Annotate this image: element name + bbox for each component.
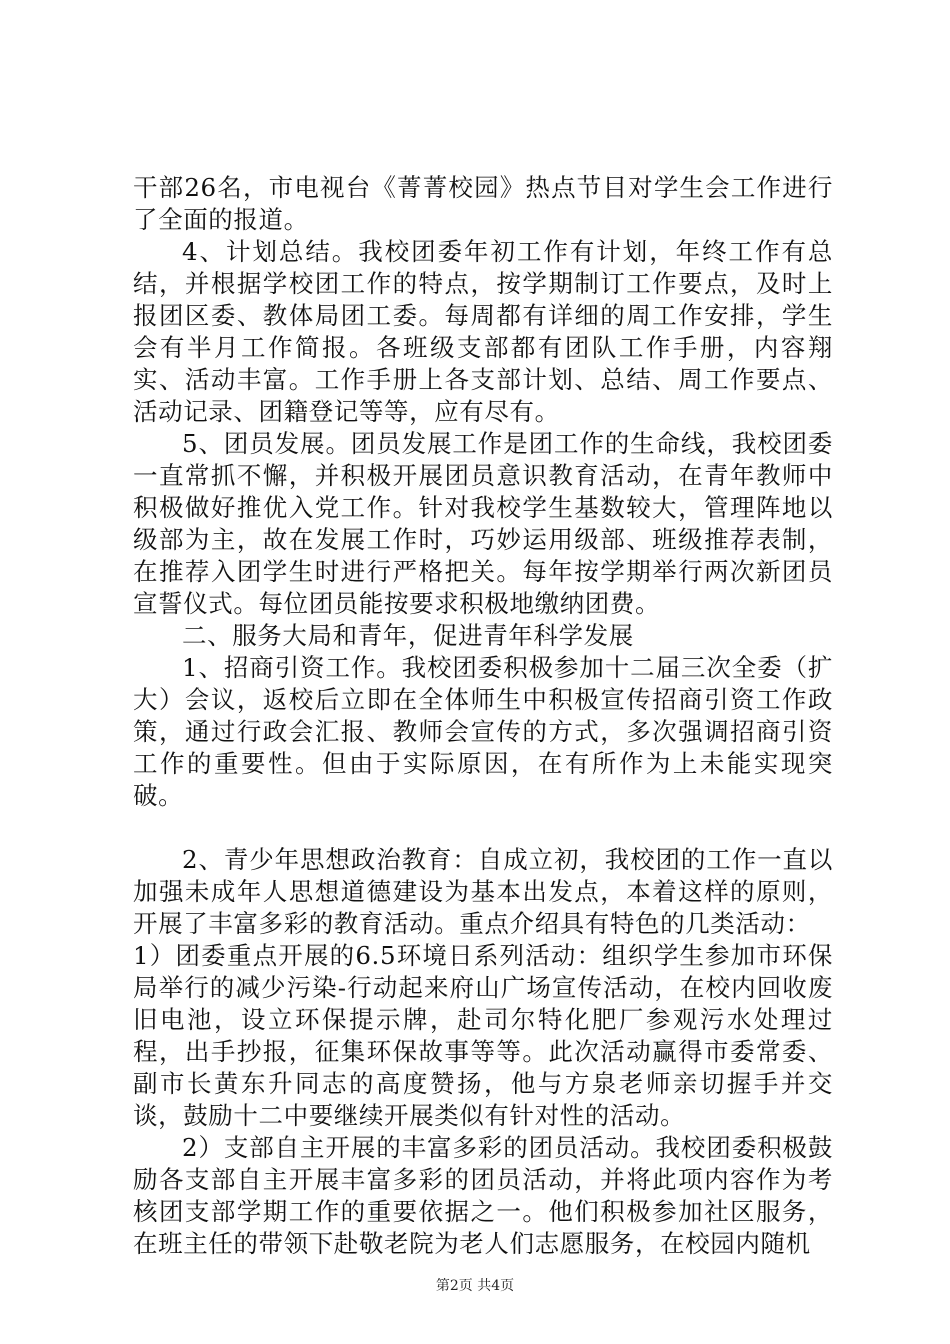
paragraph-1: 干部26名，市电视台《菁菁校园》热点节目对学生会工作进行了全面的报道。 bbox=[133, 173, 833, 234]
paragraph-plan-summary: 4、计划总结。我校团委年初工作有计划，年终工作有总结，并根据学校团工作的特点，按学期制订工作要点，及时上报团区委、教体局团工委。每周都有详细的周工作安排，学生会有半月工作简报。各班级支部都有团队工作手册，内容翔实、活动丰富。工作手册上各支部计划、总结、周工作要点、活动记录、团籍登记等等，应有尽有。 bbox=[133, 237, 833, 426]
paragraph-member-development: 5、团员发展。团员发展工作是团工作的生命线，我校团委一直常抓不懈，并积极开展团员意识教育活动，在青年教师中积极做好推优入党工作。针对我校学生基数较大，管理阵地以级部为主，故在发展工作时，巧妙运用级部、班级推荐表制，在推荐入团学生时进行严格把关。每年按学期举行两次新团员宣誓仪式。每位团员能按要求积极地缴纳团费。 bbox=[133, 429, 833, 618]
section-heading-serve-youth: 二、服务大局和青年，促进青年科学发展 bbox=[182, 621, 634, 650]
paragraph-environment-day: 1）团委重点开展的6.5环境日系列活动：组织学生参加市环保局举行的减少污染-行动起来府山广场宣传活动，在校内回收废旧电池，设立环保提示牌，赴司尔特化肥厂参观污水处理过程，出手抄报，征集环保故事等等。此次活动赢得市委常委、副市长黄东升同志的高度赞扬，他与方泉老师亲切握手并交谈，鼓励十二中要继续开展类似有针对性的活动。 bbox=[133, 941, 833, 1130]
paragraph-investment: 1、招商引资工作。我校团委积极参加十二届三次全委（扩大）会议，返校后立即在全体师生中积极宣传招商引资工作政策，通过行政会汇报、教师会宣传的方式，多次强调招商引资工作的重要性。但由于实际原因，在有所作为上未能实现突破。 bbox=[133, 653, 833, 810]
paragraph-branch-activities: 2）支部自主开展的丰富多彩的团员活动。我校团委积极鼓励各支部自主开展丰富多彩的团员活动，并将此项内容作为考核团支部学期工作的重要依据之一。他们积极参加社区服务，在班主任的带领下赴敬老院为老人们志愿服务，在校园内随机 bbox=[133, 1133, 833, 1258]
paragraph-political-education: 2、青少年思想政治教育：自成立初，我校团的工作一直以加强未成年人思想道德建设为基本出发点，本着这样的原则，开展了丰富多彩的教育活动。重点介绍具有特色的几类活动： bbox=[133, 845, 833, 938]
document-body bbox=[133, 172, 833, 1260]
page-footer: 第2页 共4页 bbox=[435, 1278, 515, 1294]
